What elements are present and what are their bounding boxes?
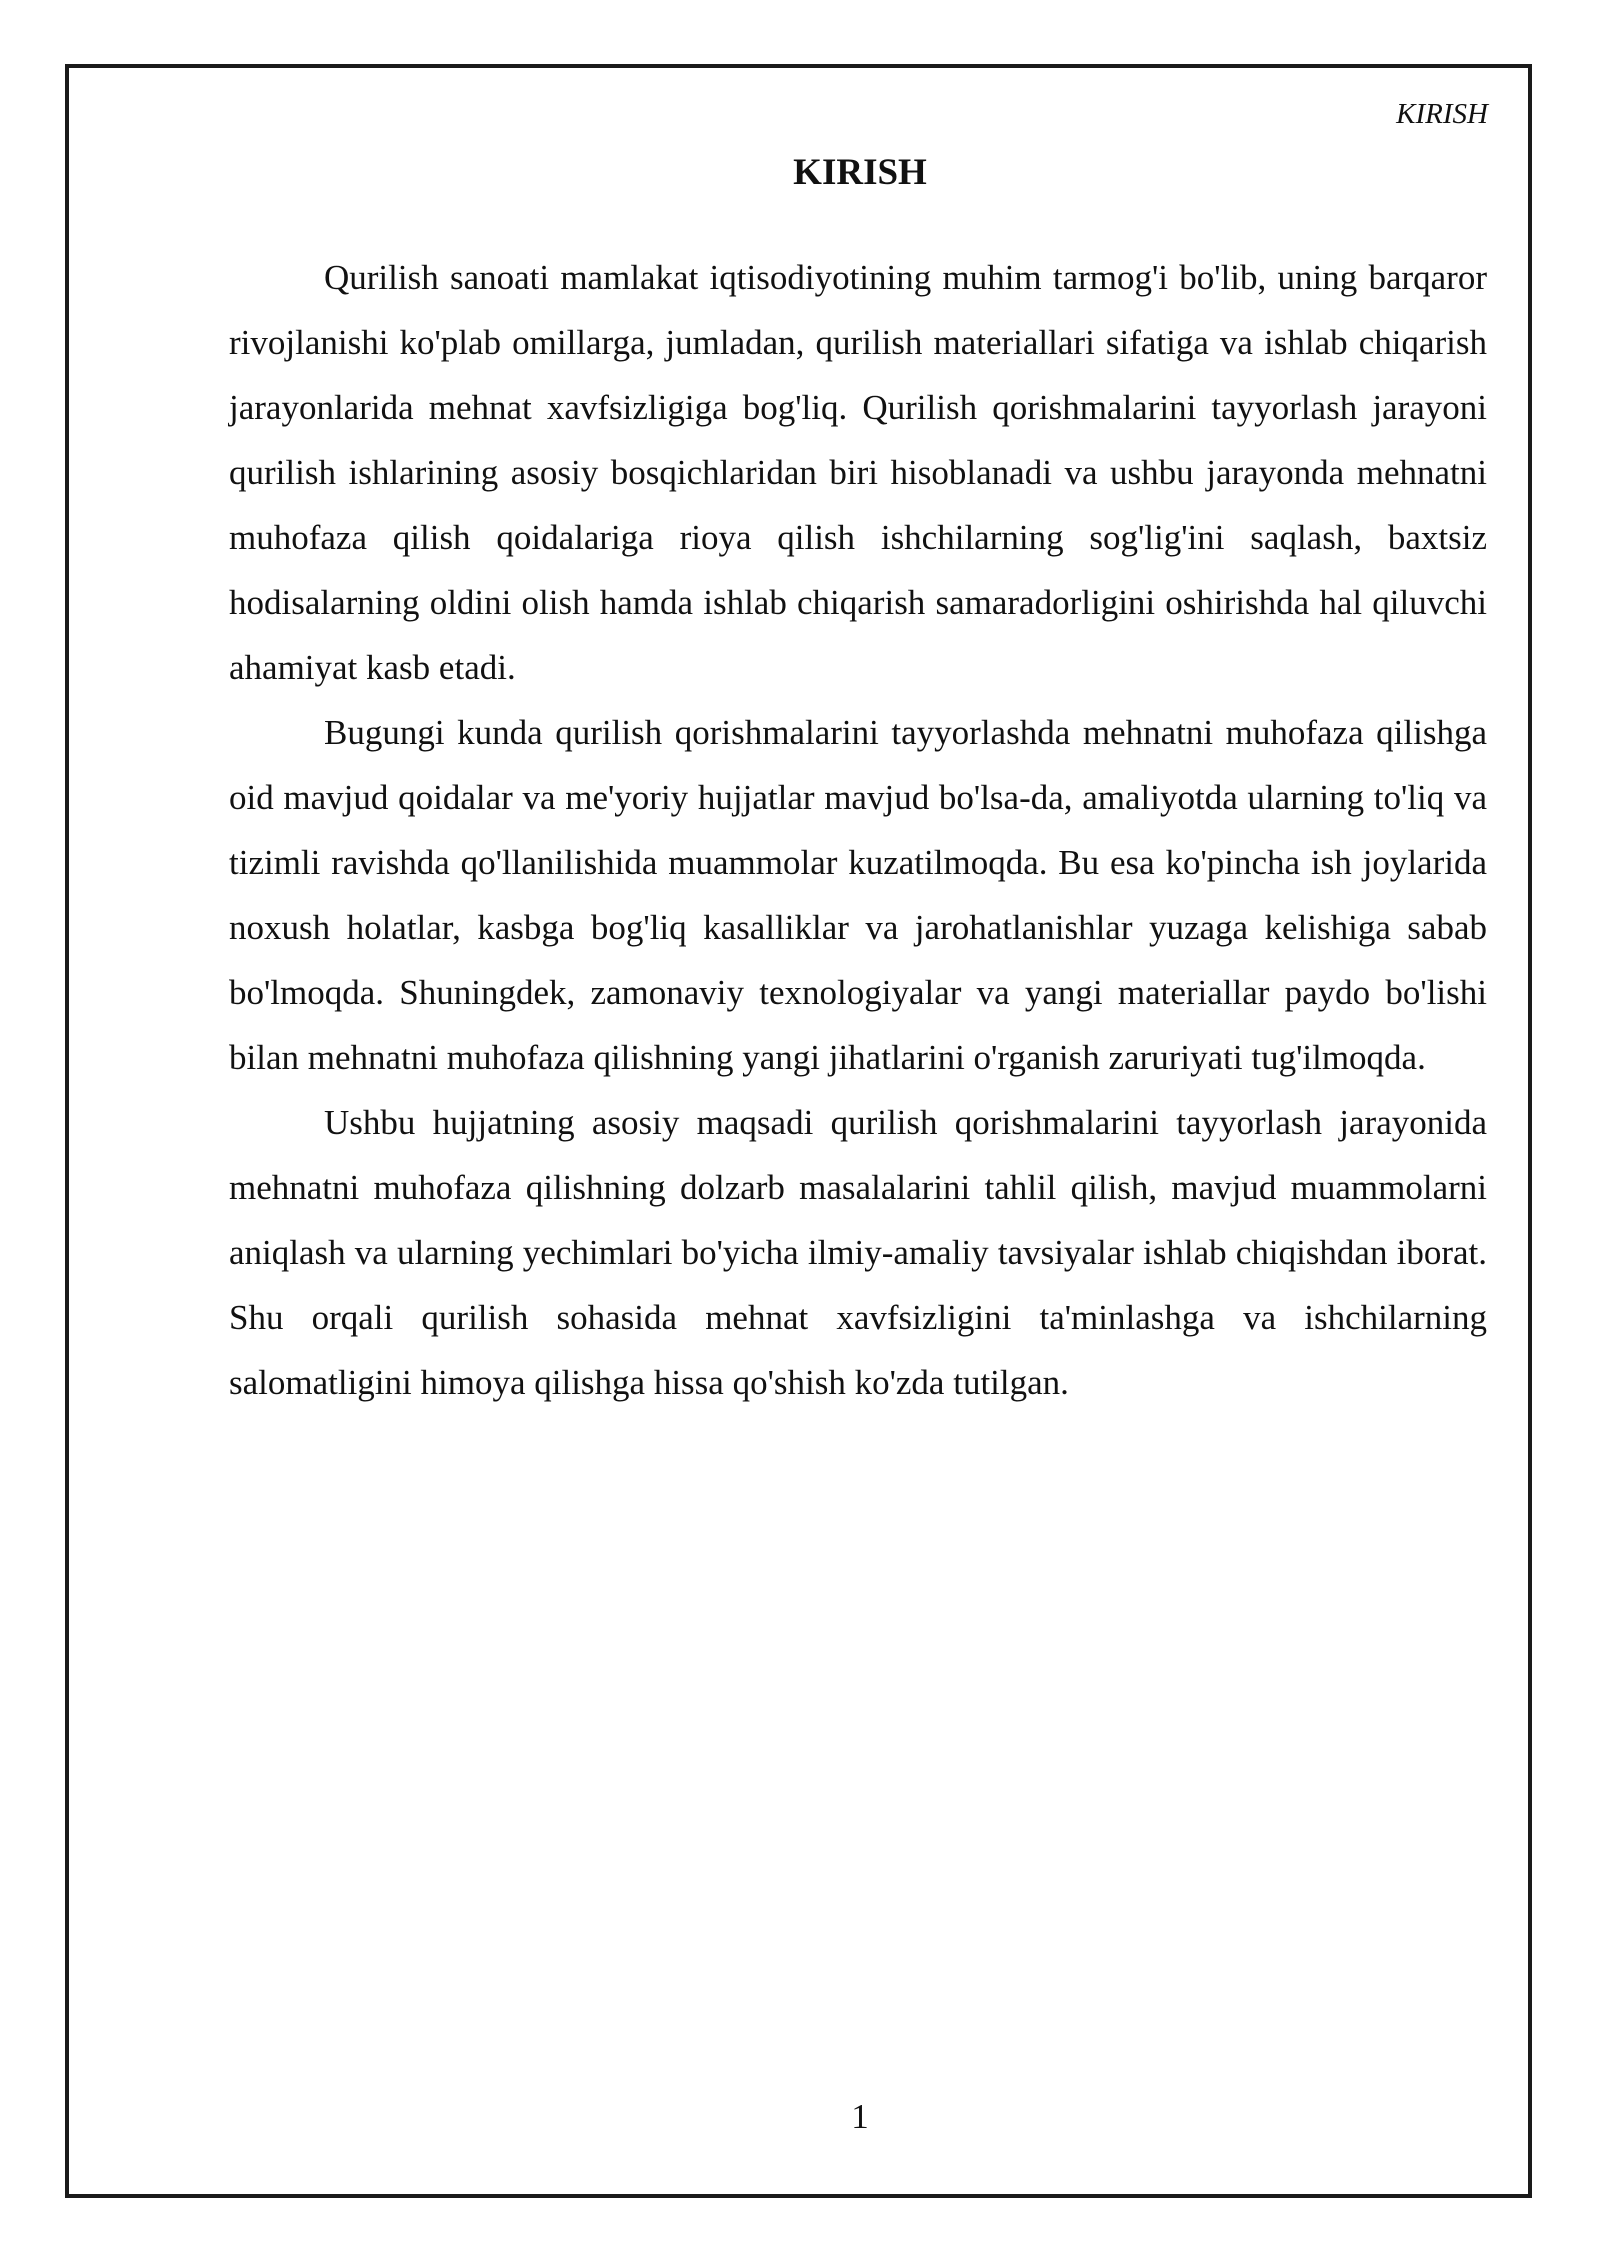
paragraph-2: Bugungi kunda qurilish qorishmalarini tayyorlashda mehnatni muhofaza qilishga oid mavjud qoidalar va me'yoriy hujjatlar mavjud bo'lsa-da, amaliyotda ularning to'liq va tizimli ravishda qo'llanilishida muammolar kuzatilmoqda. Bu esa ko'pincha ish joylarida noxush holatlar, kasbga bog'liq kasalliklar va jarohatlanishlar yuzaga kelishiga sabab bo'lmoqda. Shuningdek, zamonaviy texnologiyalar va yangi materiallar paydo bo'lishi bilan mehnatni muhofaza qilishning yangi jihatlarini o'rganish zaruriyati tug'ilmoqda. [229,713,1487,1077]
paragraph-3: Ushbu hujjatning asosiy maqsadi qurilish qorishmalarini tayyorlash jarayonida mehnatni muhofaza qilishning dolzarb masalalarini tahlil qilish, mavjud muammolarni aniqlash va ularning yechimlari bo'yicha ilmiy-amaliy tavsiyalar ishlab chiqishdan iborat. Shu orqali qurilish sohasida mehnat xavfsizligini ta'minlashga va ishchilarning salomatligini himoya qilishga hissa qo'shish ko'zda tutilgan. [229,1103,1487,1402]
paragraph-1: Qurilish sanoati mamlakat iqtisodiyotining muhim tarmog'i bo'lib, uning barqaror rivojlanishi ko'plab omillarga, jumladan, qurilish materiallari sifatiga va ishlab chiqarish jarayonlarida mehnat xavfsizligiga bog'liq. Qurilish qorishmalarini tayyorlash jarayoni qurilish ishlarining asosiy bosqichlaridan biri hisoblanadi va ushbu jarayonda mehnatni muhofaza qilish qoidalariga rioya qilish ishchilarning sog'lig'ini saqlash, baxtsiz hodisalarning oldini olish hamda ishlab chiqarish samaradorligini oshirishda hal qiluvchi ahamiyat kasb etadi. [229,258,1487,687]
page-title: KIRISH [793,152,927,193]
running-header: KIRISH [1396,98,1488,130]
body-text [229,245,1487,1415]
page-number: 1 [851,2097,869,2136]
